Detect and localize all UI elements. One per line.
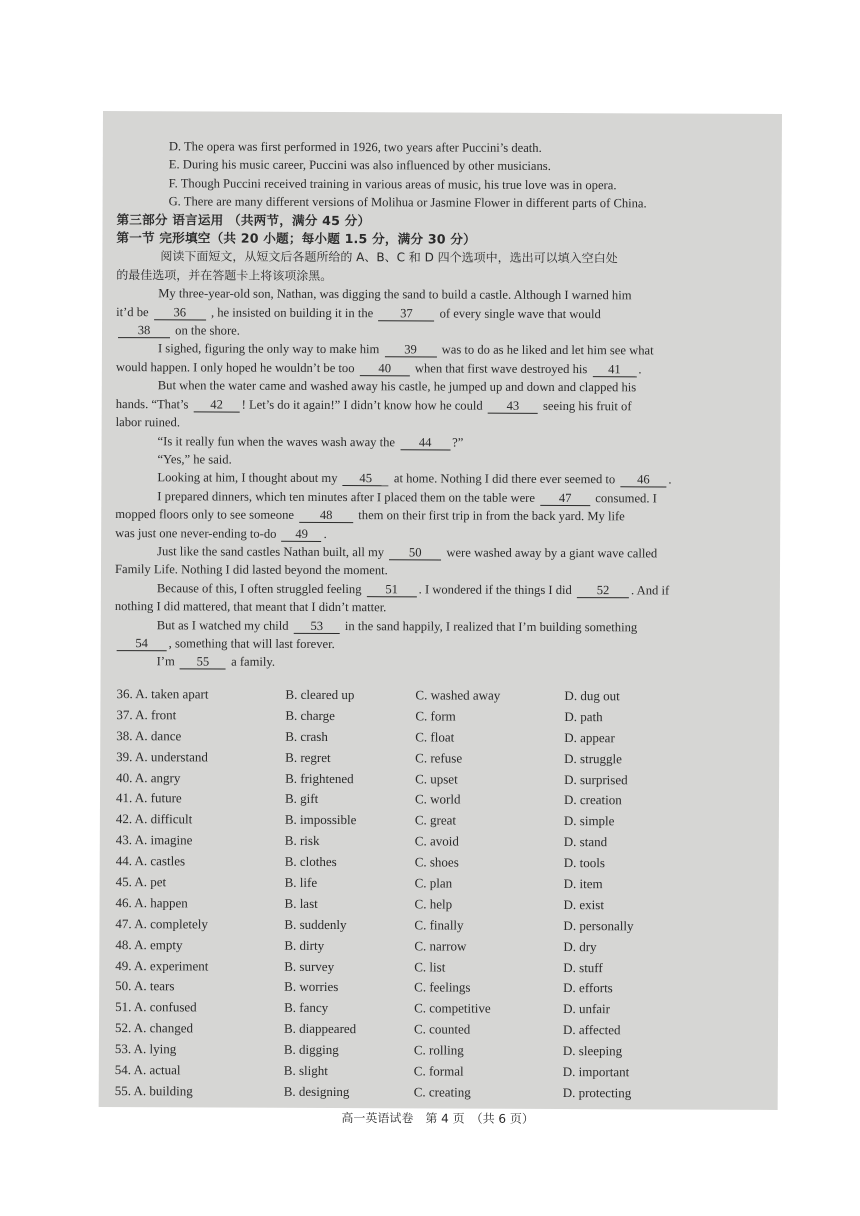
choice-row <box>113 936 763 960</box>
choice-option-b: B. survey <box>284 958 335 974</box>
choice-row <box>113 978 763 1002</box>
choice-option-a: 54. A. actual <box>114 1062 181 1078</box>
choice-option-d: D. important <box>562 1064 630 1080</box>
choice-option-b: B. gift <box>284 791 319 807</box>
passage-text: I’m <box>156 654 175 669</box>
choice-option-a: 45. A. pet <box>115 874 167 890</box>
option-d-text: D. The opera was first performed in 1926, two years after Puccini’s death. <box>168 139 542 155</box>
blank-37: 37 <box>378 307 434 321</box>
choice-row <box>113 998 763 1022</box>
passage-text: . <box>668 472 672 487</box>
choice-option-c: C. plan <box>414 875 453 891</box>
answer-choices <box>113 685 765 1106</box>
passage-text: was just one never-ending to-do <box>115 525 277 541</box>
choice-option-c: C. counted <box>413 1021 471 1037</box>
choice-option-a: 48. A. empty <box>115 936 183 953</box>
choice-option-d: D. personally <box>563 917 634 934</box>
passage-line: My three-year-old son, Nathan, was digging the sand to build a castle. Although I warned him <box>158 286 632 303</box>
option-g-text: G. There are many different versions of Molihua or Jasmine Flower in different parts of China. <box>168 194 647 211</box>
choice-option-c: C. great <box>414 812 457 828</box>
passage-text: Just like the sand castles Nathan built, all my <box>157 544 385 560</box>
choice-option-b: B. fancy <box>284 1000 329 1016</box>
part3-heading: 第三部分 语言运用 （共两节，满分 45 分） <box>116 211 371 228</box>
blank-45: 45 <box>343 472 389 486</box>
choice-option-b: B. cleared up <box>285 686 355 703</box>
choice-option-b: B. regret <box>285 749 331 765</box>
passage-text: a family. <box>231 654 276 670</box>
passage-line: nothing I did mattered, that meant that I didn’t matter. <box>114 599 387 615</box>
choice-row <box>113 1082 763 1106</box>
choice-option-c: C. narrow <box>414 938 467 954</box>
choice-row <box>114 790 764 814</box>
choice-option-c: C. feelings <box>414 979 471 996</box>
choice-option-d: D. appear <box>564 729 615 746</box>
passage-text: seeing his fruit of <box>543 398 632 413</box>
choice-option-d: D. stand <box>563 834 608 850</box>
passage-text: on the shore. <box>175 323 240 338</box>
choice-option-b: B. diappeared <box>283 1021 357 1037</box>
choice-option-c: C. avoid <box>414 833 459 849</box>
choice-option-d: D. surprised <box>564 771 628 787</box>
choice-option-b: B. frightened <box>285 770 354 786</box>
choice-row <box>113 1019 763 1043</box>
choice-row <box>114 727 764 751</box>
choice-option-b: B. clothes <box>284 853 337 870</box>
choice-option-a: 53. A. lying <box>114 1041 177 1057</box>
choice-option-a: 36. A. taken apart <box>116 686 209 702</box>
choice-option-c: C. shoes <box>414 854 459 870</box>
choice-option-c: C. help <box>414 896 453 912</box>
blank-47: 47 <box>540 492 590 506</box>
choice-option-c: C. washed away <box>415 687 501 703</box>
choice-option-d: D. tools <box>563 855 605 871</box>
choice-row <box>113 894 763 918</box>
choice-option-d: D. dug out <box>564 688 620 704</box>
choice-option-a: 52. A. changed <box>114 1020 194 1036</box>
passage-text: I prepared dinners, which ten minutes after I placed them on the table were <box>157 488 536 505</box>
choice-option-c: C. formal <box>413 1063 464 1079</box>
passage-text: . <box>638 362 642 377</box>
passage-line <box>115 652 765 673</box>
choice-option-a: 38. A. dance <box>116 727 182 744</box>
choice-option-a: 51. A. confused <box>115 999 197 1015</box>
choice-option-c: C. world <box>414 791 461 808</box>
choice-option-d: D. item <box>563 876 603 892</box>
choice-option-d: D. protecting <box>562 1084 632 1101</box>
choice-row <box>113 957 763 981</box>
passage-text: ! Let’s do it again!” I didn’t know how he could <box>241 397 483 413</box>
passage-text: ?” <box>452 435 464 450</box>
blank-40: 40 <box>360 362 410 376</box>
choice-option-c: C. competitive <box>414 1000 491 1017</box>
passage-text: . And if <box>630 583 670 598</box>
choice-option-b: B. suddenly <box>284 916 347 932</box>
choice-option-a: 46. A. happen <box>115 894 188 911</box>
choice-option-c: C. list <box>414 958 446 975</box>
passage-text: was to do as he liked and let him see what <box>441 342 654 358</box>
choice-option-a: 41. A. future <box>115 790 182 806</box>
passage-text: would happen. I only hoped he wouldn’t be too <box>115 359 355 375</box>
choice-option-d: D. creation <box>563 792 622 808</box>
passage-text: at home. Nothing I did there ever seemed to <box>393 471 616 487</box>
choice-option-b: B. risk <box>284 833 320 849</box>
passage-text: when that first wave destroyed his <box>414 361 588 376</box>
choice-row <box>114 706 764 730</box>
exam-page <box>99 111 782 1126</box>
choice-row <box>114 748 764 772</box>
choice-option-d: D. simple <box>563 813 615 829</box>
blank-41: 41 <box>592 363 636 377</box>
section1-heading: 第一节 完形填空（共 20 小题；每小题 1.5 分，满分 30 分） <box>116 230 477 247</box>
choice-option-b: B. last <box>284 895 318 911</box>
choice-option-a: 49. A. experiment <box>115 957 209 974</box>
choice-option-d: D. unfair <box>563 1001 611 1017</box>
choice-option-d: D. path <box>564 708 603 725</box>
blank-42: 42 <box>194 398 240 412</box>
choice-option-d: D. efforts <box>563 980 613 996</box>
passage-text: Looking at him, I thought about my <box>157 470 338 486</box>
choice-row <box>114 873 764 897</box>
passage-text: . I wondered if the things I did <box>418 582 572 597</box>
passage-text: in the sand happily, I realized that I’m building something <box>344 618 638 634</box>
passage-text: hands. “That’s <box>115 396 189 412</box>
choice-option-c: C. finally <box>414 917 464 933</box>
passage-text: consumed. I <box>595 490 657 506</box>
passage-text: But as I watched my child <box>156 617 289 633</box>
blank-51: 51 <box>367 583 417 597</box>
blank-52: 52 <box>577 584 629 598</box>
choice-option-a: 37. A. front <box>116 706 177 723</box>
passage-line: “Yes,” he said. <box>157 452 232 467</box>
choice-option-c: C. float <box>415 729 455 745</box>
choice-option-a: 47. A. completely <box>115 915 208 932</box>
passage-line: Family Life. Nothing I did lasted beyond the moment. <box>114 562 388 578</box>
choice-option-d: D. exist <box>563 896 605 913</box>
choice-option-b: B. crash <box>285 728 328 744</box>
choice-option-d: D. sleeping <box>562 1043 623 1059</box>
passage-text: were washed away by a giant wave called <box>446 545 658 561</box>
choice-row <box>113 1061 763 1085</box>
passage-line <box>115 468 765 489</box>
choice-option-b: B. charge <box>285 707 335 723</box>
passage-text: , he insisted on building it in the <box>210 305 374 320</box>
blank-50: 50 <box>389 546 441 560</box>
choice-row <box>113 915 763 939</box>
choice-option-b: B. worries <box>284 979 339 995</box>
choice-option-b: B. digging <box>283 1041 339 1058</box>
blank-38: 38 <box>118 324 170 338</box>
choice-option-d: D. dry <box>563 938 597 954</box>
choice-option-a: 39. A. understand <box>116 748 208 765</box>
choice-row <box>114 769 764 793</box>
choice-row <box>113 1040 763 1064</box>
passage-text: of every single wave that would <box>439 306 601 321</box>
blank-55: 55 <box>180 656 226 670</box>
choice-option-a: 40. A. angry <box>116 769 181 785</box>
passage-text: . <box>323 526 327 541</box>
passage-line <box>115 505 765 526</box>
passage-text: mopped floors only to see someone <box>115 507 295 522</box>
option-e-text: E. During his music career, Puccini was also influenced by other musicians. <box>168 157 551 174</box>
passage-text: I sighed, figuring the only way to make him <box>157 341 380 357</box>
blank-44: 44 <box>400 436 450 450</box>
instruction-line-2: 的最佳选项，并在答题卡上将该项涂黑。 <box>116 267 333 283</box>
instruction-line-1: 阅读下面短文，从短文后各题所给的 A、B、C 和 D 四个选项中，选出可以填入空白处 <box>160 249 618 266</box>
choice-option-c: C. rolling <box>413 1042 464 1058</box>
blank-36: 36 <box>154 306 206 320</box>
blank-39: 39 <box>384 344 436 358</box>
passage-text: Because of this, I often struggled feeling <box>156 580 362 596</box>
choice-option-c: C. form <box>415 708 456 724</box>
passage-line: But when the water came and washed away his castle, he jumped up and down and clapped his <box>157 378 637 395</box>
choice-option-a: 55. A. building <box>114 1082 193 1099</box>
passage-line: labor ruined. <box>115 415 181 430</box>
blank-43: 43 <box>488 399 538 413</box>
passage-text: them on their first trip in from the back yard. My life <box>358 508 625 524</box>
choice-option-a: 44. A. castles <box>115 853 186 869</box>
choice-option-b: B. designing <box>283 1083 350 1100</box>
choice-row <box>114 831 764 855</box>
choice-row <box>114 810 764 834</box>
passage-text: “Is it really fun when the waves wash away the <box>157 433 396 449</box>
page-content <box>114 137 767 1126</box>
choice-option-d: D. stuff <box>563 959 603 975</box>
choice-option-a: 42. A. difficult <box>115 811 193 827</box>
passage-line <box>116 395 766 416</box>
choice-option-c: C. upset <box>415 770 458 787</box>
blank-49: 49 <box>282 527 322 541</box>
blank-48: 48 <box>299 509 353 523</box>
passage-text: it’d be <box>116 304 149 319</box>
choice-option-b: B. life <box>284 874 318 890</box>
choice-option-b: B. dirty <box>284 937 325 953</box>
choice-option-c: C. creating <box>413 1084 471 1100</box>
choice-option-d: D. affected <box>562 1022 621 1038</box>
choice-option-c: C. refuse <box>415 750 463 766</box>
choice-option-a: 43. A. imagine <box>115 832 193 848</box>
choice-option-a: 50. A. tears <box>115 978 175 994</box>
blank-54: 54 <box>117 637 167 651</box>
choice-row <box>114 685 764 709</box>
option-f-text: F. Though Puccini received training in various areas of music, his true love was in opera. <box>168 176 617 193</box>
passage-text: , something that will last forever. <box>168 636 335 651</box>
choice-row <box>114 852 764 876</box>
page-footer: 高一英语试卷 第 4 页 （共 6 页） <box>341 1111 534 1126</box>
choice-option-d: D. struggle <box>564 750 622 766</box>
blank-46: 46 <box>620 474 666 488</box>
choice-option-b: B. impossible <box>284 812 357 828</box>
choice-option-b: B. slight <box>283 1062 328 1079</box>
blank-53: 53 <box>294 619 340 633</box>
